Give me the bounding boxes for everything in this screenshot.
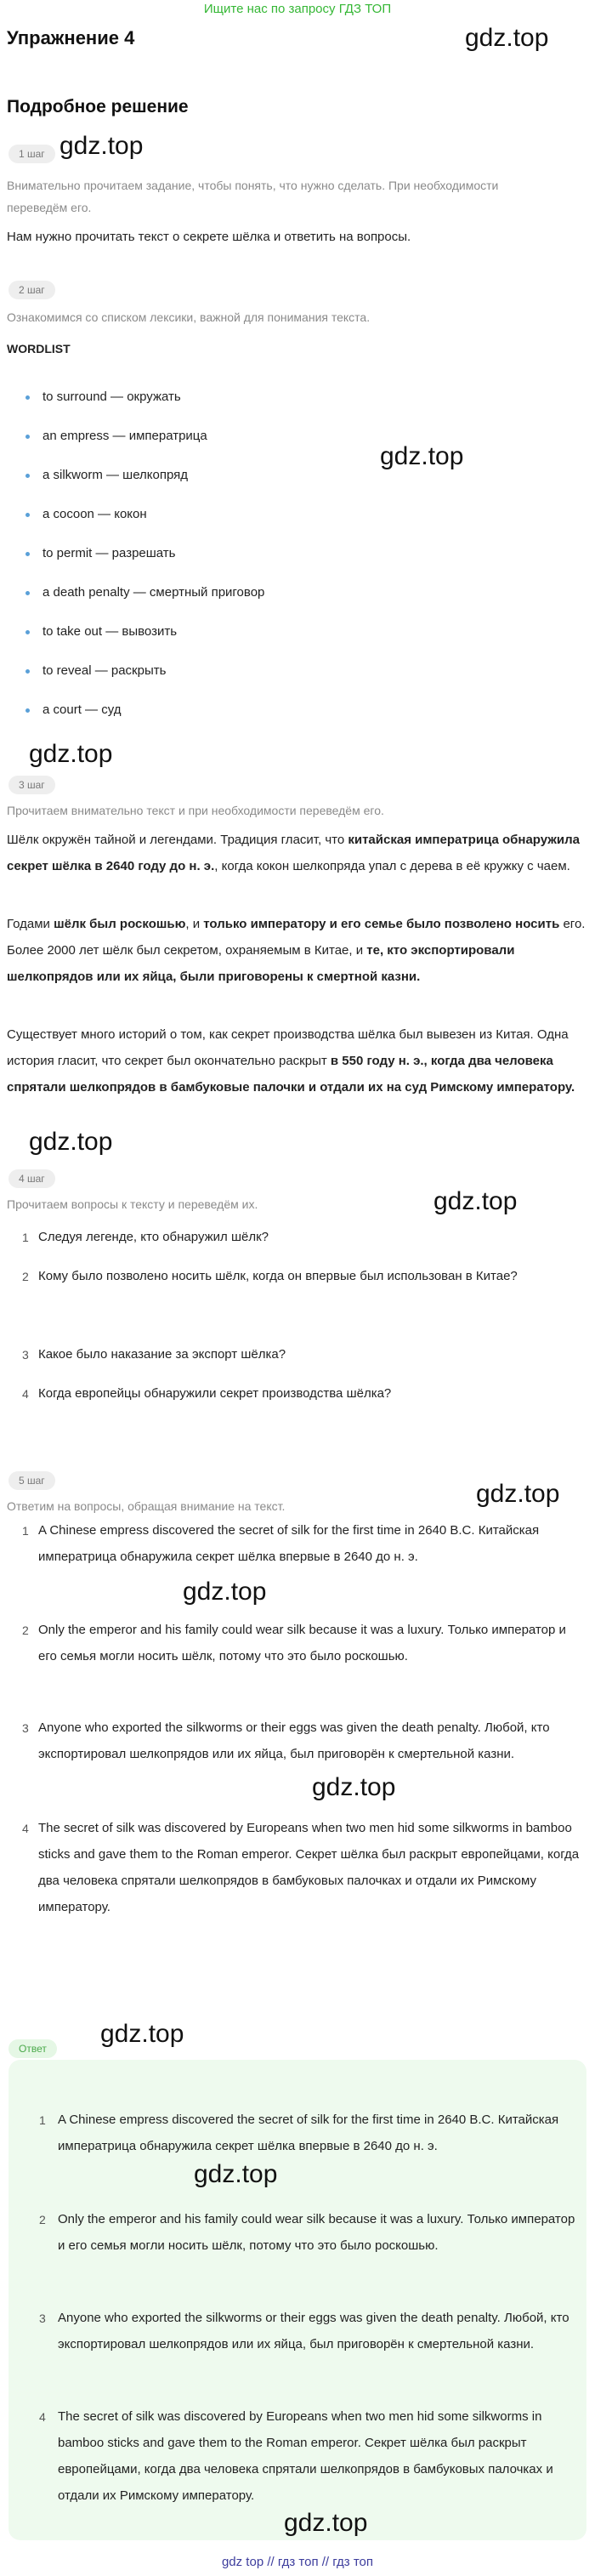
answer-number: 3 xyxy=(39,2312,46,2325)
bullet-dot-icon xyxy=(26,435,30,439)
answer-text: Anyone who exported the silkworms or their eggs was given the death penalty. Любой, кто экспортировал шелкопрядов или их яйца, был приговорён к смертельной казни. xyxy=(38,1720,550,1761)
bullet-dot-icon xyxy=(26,552,30,556)
bullet-dot-icon xyxy=(26,591,30,595)
step-badge: 3 шаг xyxy=(8,776,55,794)
wordlist-item: a court — суд xyxy=(42,702,121,717)
watermark: gdz.top xyxy=(60,132,144,160)
question-text: Какое было наказание за экспорт шёлка? xyxy=(38,1347,286,1362)
bullet-dot-icon xyxy=(26,474,30,478)
wordlist-item: to take out — вывозить xyxy=(42,624,177,639)
wordlist-item: a death penalty — смертный приговор xyxy=(42,585,264,600)
answer-badge: Ответ xyxy=(8,2039,57,2058)
answer-number: 1 xyxy=(39,2113,46,2127)
step-badge: 5 шаг xyxy=(8,1471,55,1490)
wordlist-item: to reveal — раскрыть xyxy=(42,663,166,678)
answer-number: 2 xyxy=(22,1624,29,1637)
bullet-dot-icon xyxy=(26,669,30,674)
answer-number: 2 xyxy=(39,2213,46,2226)
answer-text: A Chinese empress discovered the secret of silk for the first time in 2640 B.C. Китайская императрица обнаружила секрет шёлка впервые в 2640 до н. э. xyxy=(38,1523,540,1564)
reading-paragraph: Существует много историй о том, как секрет производства шёлка был вывезен из Китая. Одна история гласит, что секрет был окончательно раскрыт в 550 году н. э., когда два человека спрятали шелкопрядов в бамбуковые палочки и отдали их на суд Римскому императору. xyxy=(7,1027,575,1095)
watermark: gdz.top xyxy=(434,1187,518,1215)
answer-text: The secret of silk was discovered by Europeans when two men hid some silkworms in bamboo sticks and gave them to the Roman emperor. Секрет шёлка был раскрыт европейцами, когда два человека спрятали шелкопрядов в бамбуковых палочках и отдали их Римскому императору. xyxy=(58,2409,553,2503)
footer-links[interactable]: gdz top // гдз топ // гдз топ xyxy=(221,2555,374,2569)
question-number: 4 xyxy=(22,1387,29,1401)
bullet-dot-icon xyxy=(26,708,30,713)
watermark: gdz.top xyxy=(380,442,464,470)
bullet-dot-icon xyxy=(26,395,30,400)
answer-number: 1 xyxy=(22,1524,29,1538)
watermark: gdz.top xyxy=(312,1773,396,1801)
watermark: gdz.top xyxy=(29,1128,113,1156)
step-body: Нам нужно прочитать текст о секрете шёлка и ответить на вопросы. xyxy=(7,230,411,244)
section-title: Подробное решение xyxy=(7,97,189,117)
watermark: gdz.top xyxy=(29,740,113,768)
wordlist-item: to permit — разрешать xyxy=(42,546,176,560)
reading-paragraph: Шёлк окружён тайной и легендами. Традиция гласит, что китайская императрица обнаружила секрет шёлка в 2640 году до н. э., когда кокон шелкопряда упал с дерева в её кружку с чаем. xyxy=(7,833,581,873)
step-instruction: Ознакомимся со списком лексики, важной для понимания текста. xyxy=(7,310,371,324)
step-instruction: Прочитаем внимательно текст и при необходимости переведём его. xyxy=(7,804,384,817)
answer-number: 3 xyxy=(22,1721,29,1735)
watermark: gdz.top xyxy=(194,2160,278,2188)
answer-text: A Chinese empress discovered the secret of silk for the first time in 2640 B.C. Китайская императрица обнаружила секрет шёлка впервые в 2640 до н. э. xyxy=(58,2113,559,2153)
wordlist-heading: WORDLIST xyxy=(7,342,71,355)
answer-text: Anyone who exported the silkworms or their eggs was given the death penalty. Любой, кто экспортировал шелкопрядов или их яйца, был приговорён к смертельной казни. xyxy=(58,2311,570,2351)
question-number: 1 xyxy=(22,1231,29,1244)
reading-paragraph: Годами шёлк был роскошью, и только императору и его семье было позволено носить его. Более 2000 лет шёлк был секретом, охраняемым в Китае, и те, кто экспортировали шелкопрядов или их яйца, были приговорены к смертной казни. xyxy=(7,917,586,984)
watermark: gdz.top xyxy=(465,24,549,52)
top-banner-link[interactable]: Ищите нас по запросу ГДЗ ТОП xyxy=(203,2,392,16)
answer-number: 4 xyxy=(39,2410,46,2424)
step-badge: 2 шаг xyxy=(8,281,55,299)
step-instruction: Внимательно прочитаем задание, чтобы понять, что нужно сделать. При необходимости переведём его. xyxy=(7,179,499,214)
page-title: Упражнение 4 xyxy=(7,27,135,48)
question-text: Когда европейцы обнаружили секрет производства шёлка? xyxy=(38,1386,392,1401)
question-number: 3 xyxy=(22,1348,29,1362)
question-text: Кому было позволено носить шёлк, когда он впервые был использован в Китае? xyxy=(38,1269,518,1283)
step-badge: 4 шаг xyxy=(8,1169,55,1188)
watermark: gdz.top xyxy=(100,2020,184,2048)
wordlist-item: a silkworm — шелкопряд xyxy=(42,468,188,482)
question-number: 2 xyxy=(22,1270,29,1283)
watermark: gdz.top xyxy=(183,1578,267,1606)
answer-text: Only the emperor and his family could wear silk because it was a luxury. Только император и его семья могли носить шёлк, потому что это было роскошью. xyxy=(38,1623,566,1663)
answer-number: 4 xyxy=(22,1822,29,1835)
step-instruction: Прочитаем вопросы к тексту и переведём их. xyxy=(7,1197,258,1211)
step-instruction: Ответим на вопросы, обращая внимание на текст. xyxy=(7,1499,286,1513)
bullet-dot-icon xyxy=(26,630,30,634)
wordlist-item: a cocoon — кокон xyxy=(42,507,147,521)
step-badge: 1 шаг xyxy=(8,145,55,163)
wordlist-item: to surround — окружать xyxy=(42,390,181,404)
wordlist-item: an empress — императрица xyxy=(42,429,207,443)
watermark: gdz.top xyxy=(284,2509,368,2537)
watermark: gdz.top xyxy=(476,1480,560,1508)
answer-text: The secret of silk was discovered by Europeans when two men hid some silkworms in bamboo sticks and gave them to the Roman emperor. Секрет шёлка был раскрыт европейцами, когда два человека спрятали шелкопрядов в бамбуковых палочках и отдали их Римскому императору. xyxy=(38,1821,580,1914)
question-text: Следуя легенде, кто обнаружил шёлк? xyxy=(38,1230,269,1244)
bullet-dot-icon xyxy=(26,513,30,517)
answer-text: Only the emperor and his family could wear silk because it was a luxury. Только император и его семья могли носить шёлк, потому что это было роскошью. xyxy=(58,2212,575,2253)
